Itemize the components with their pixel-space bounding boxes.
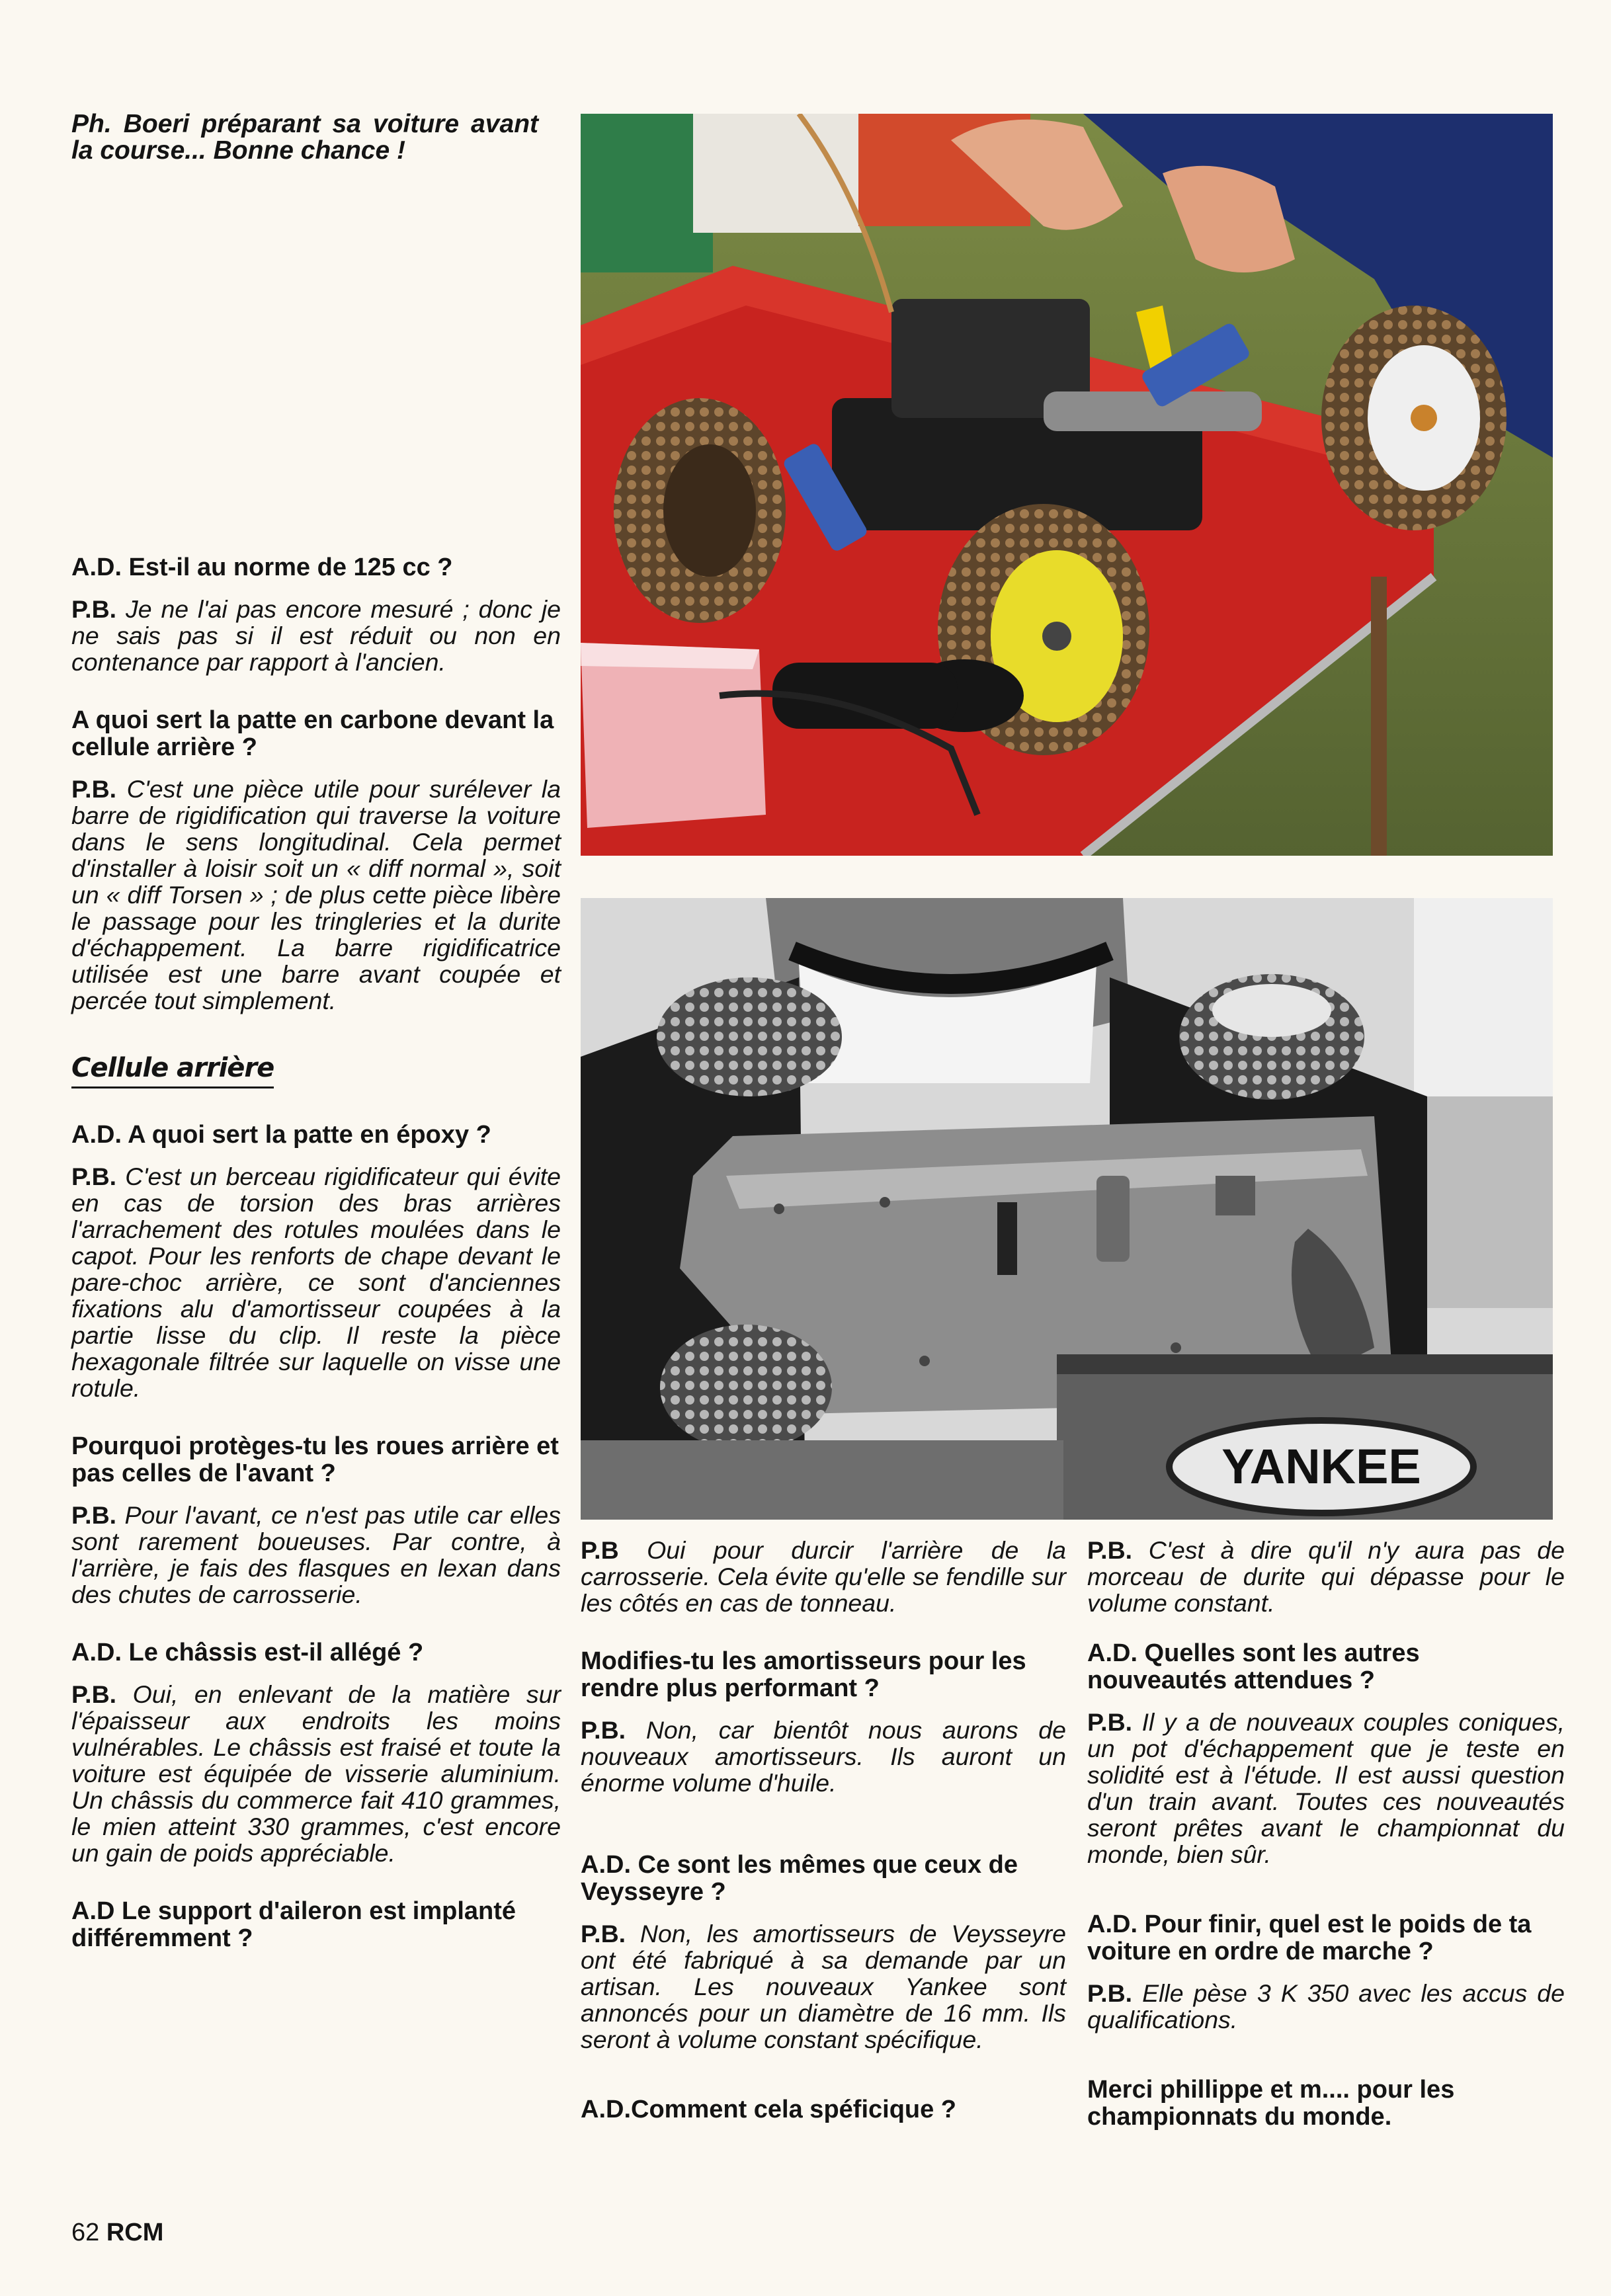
answer-125cc: P.B. Je ne l'ai pas encore mesuré ; donc je ne sais pas si il est réduit ou non en contenance par rapport à l'ancien. [71, 595, 561, 676]
photo-rc-car-color-image [581, 114, 1553, 856]
question-amortisseurs: Modifies-tu les amortisseurs pour les rendre plus performant ? [581, 1647, 1026, 1702]
question-roues: Pourquoi protèges-tu les roues arrière et pas celles de l'avant ? [71, 1432, 559, 1487]
question-125cc: A.D. Est-il au norme de 125 cc ? [71, 554, 453, 581]
answer-poids: P.B. Elle pèse 3 K 350 avec les accus de qualifications. [1087, 1979, 1565, 2033]
column-1 [71, 554, 561, 1952]
answer-amortisseurs: P.B. Non, car bientôt nous aurons de nouveaux amortisseurs. Ils auront un énorme volume d'huile. [581, 1716, 1066, 1797]
question-patte-epoxy: A.D. A quoi sert la patte en époxy ? [71, 1121, 491, 1149]
photo-chassis-bw [581, 898, 1553, 1520]
question-patte-carbone: A quoi sert la patte en carbone devant la cellule arrière ? [71, 706, 554, 761]
question-poids: A.D. Pour finir, quel est le poids de ta voiture en ordre de marche ? [1087, 1910, 1532, 1965]
answer-roues: P.B. Pour l'avant, ce n'est pas utile car elles sont rarement boueuses. Par contre, à l'arrière, je fais des flasques en lexan dans des chutes de carrosserie. [71, 1501, 561, 1608]
closing-remark: Merci phillippe et m.... pour les championnats du monde. [1087, 2076, 1455, 2131]
photo-rc-car-color [581, 114, 1553, 856]
answer-chassis: P.B. Oui, en enlevant de la matière sur l'épaisseur aux endroits les moins vulnérables. Le châssis est fraisé et toute la voiture est équipée de visserie aluminium. Un châssis du commerce fait 410 grammes, le mien atteint 330 grammes, c'est encore un gain de poids appréciable. [71, 1680, 561, 1867]
column-3 [1087, 1537, 1565, 2131]
yankee-logo-text: YANKEE [1221, 1439, 1421, 1494]
photo-caption [71, 111, 538, 164]
answer-patte-carbone: P.B. C'est une pièce utile pour surélever la barre de rigidification qui traverse la voiture dans le sens longitudinal. Cela permet d'installer à loisir soit un « diff normal », soit un « diff Torsen » ; de plus cette pièce libère le passage pour les tringleries et la durite d'échappement. La barre rigidificatrice utilisée est une barre avant coupée et percée tout simplement. [71, 775, 561, 1014]
answer-veysseyre: P.B. Non, les amortisseurs de Veysseyre ont été fabriqué à sa demande par un artisan. Les nouveaux Yankee sont annoncés pour un diamètre de 16 mm. Ils seront à volume constant spécifique. [581, 1920, 1066, 2053]
page-number: 62 [71, 2219, 100, 2246]
column-2 [581, 1537, 1066, 2123]
question-specifique: A.D.Comment cela spéficique ? [581, 2096, 957, 2123]
answer-patte-epoxy: P.B. C'est un berceau rigidificateur qui évite en cas de torsion des bras arrières l'arrachement des rotules moulées dans le capot. Pour les renforts de chape devant le pare-choc arrière, ce sont d'anciennes fixations alu d'amortisseur coupées à la partie lisse du clip. Il reste la pièce hexagonale filtrée sur laquelle on visse une rotule. [71, 1163, 561, 1402]
page-footer [71, 2219, 163, 2246]
section-title: Cellule arrière [71, 1053, 274, 1088]
answer-specifique: P.B. C'est à dire qu'il n'y aura pas de morceau de durite qui dépasse pour le volume constant. [1087, 1536, 1565, 1617]
question-chassis: A.D. Le châssis est-il allégé ? [71, 1639, 424, 1666]
answer-nouveautes: P.B. Il y a de nouveaux couples coniques, un pot d'échappement que je teste en solidité est à l'étude. Il est aussi question d'un train avant. Toutes ces nouveautés seront prêtes avant le championnat du monde, bien sûr. [1087, 1708, 1565, 1868]
question-nouveautes: A.D. Quelles sont les autres nouveautés attendues ? [1087, 1639, 1420, 1694]
answer-aileron: P.B Oui pour durcir l'arrière de la carrosserie. Cela évite qu'elle se fendille sur les côtés en cas de tonneau. [581, 1536, 1066, 1617]
magazine-name: RCM [106, 2219, 164, 2246]
question-aileron: A.D Le support d'aileron est implanté différemment ? [71, 1897, 516, 1952]
photo-chassis-bw-image [581, 898, 1553, 1520]
caption-text: Ph. Boeri préparant sa voiture avant la course... Bonne chance ! [71, 110, 538, 165]
section-heading-cellule [71, 1053, 561, 1088]
question-veysseyre: A.D. Ce sont les mêmes que ceux de Veysseyre ? [581, 1851, 1018, 1906]
